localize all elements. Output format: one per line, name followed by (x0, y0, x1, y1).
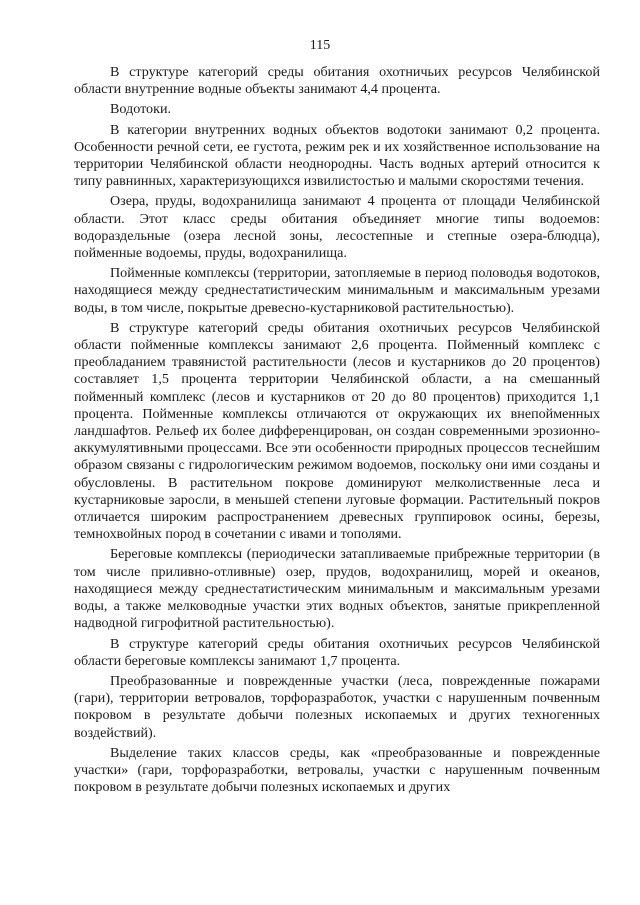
page-number: 115 (309, 38, 331, 53)
paragraph: В структуре категорий среды обитания охотничьих ресурсов Челябинской области пойменные комплексы занимают 2,6 процента. Пойменный комплекс с преобладанием травянистой растительности (лесов и кустарников до 20 процентов) составляет 1,5 процента территории Челябинской области, а на смешанный пойменный комплекс (лесов и кустарников от 20 до 80 процентов) приходится 1,1 процента. Пойменные комплексы отличаются от окружающих их внепойменных ландшафтов. Рельеф их более дифференцирован, он создан современными эрозионно-аккумулятивными процессами. Все эти особенности природных процессов теснейшим образом связаны с гидрологическим режимом водоемов, поскольку они ими созданы и обусловлены. В растительном покрове доминируют мелколиственные леса и кустарниковые заросли, в меньшей степени луговые формации. Растительный покров отличается широким распространением древесных группировок осины, березы, темнохвойных пород в сочетании с ивами и тополями. (74, 319, 600, 543)
paragraph: Озера, пруды, водохранилища занимают 4 процента от площади Челябинской области. Этот класс среды обитания объединяет многие типы водоемов: водораздельные (озера лесной зоны, лесостепные и степные озера-блюдца), пойменные водоемы, пруды, водохранилища. (74, 193, 600, 262)
paragraph: В структуре категорий среды обитания охотничьих ресурсов Челябинской области внутренние водные объекты занимают 4,4 процента. (74, 64, 600, 98)
document-body (74, 64, 600, 799)
paragraph: В категории внутренних водных объектов водотоки занимают 0,2 процента. Особенности речной сети, ее густота, режим рек и их хозяйственное использование на территории Челябинской области неоднородны. Часть водных артерий относится к типу равнинных, характеризующихся извилистостью и малыми скоростями течения. (74, 121, 600, 190)
paragraph: Выделение таких классов среды, как «преобразованные и поврежденные участки» (гари, торфоразработки, ветровалы, участки с нарушенным почвенным покровом в результате добычи полезных ископаемых и других (74, 744, 600, 796)
paragraph: Преобразованные и поврежденные участки (леса, поврежденные пожарами (гари), территории ветровалов, торфоразработок, участки с нарушенным почвенным покровом в результате добычи полезных ископаемых и других техногенных воздействий). (74, 672, 600, 741)
paragraph: Водотоки. (110, 101, 172, 118)
paragraph: В структуре категорий среды обитания охотничьих ресурсов Челябинской области береговые комплексы занимают 1,7 процента. (74, 635, 600, 669)
paragraph: Береговые комплексы (периодически затапливаемые прибрежные территории (в том числе приливно-отливные) озер, прудов, водохранилищ, морей и океанов, находящиеся между среднестатистическим минимальным и максимальным урезами воды, а также мелководные участки этих водных объектов, занятые прикрепленной надводной гигрофитной растительностью). (74, 546, 600, 632)
paragraph: Пойменные комплексы (территории, затопляемые в период половодья водотоков, находящиеся между среднестатистическим минимальным и максимальным урезами воды, в том числе, покрытые древесно-кустарниковой растительностью). (74, 265, 600, 316)
